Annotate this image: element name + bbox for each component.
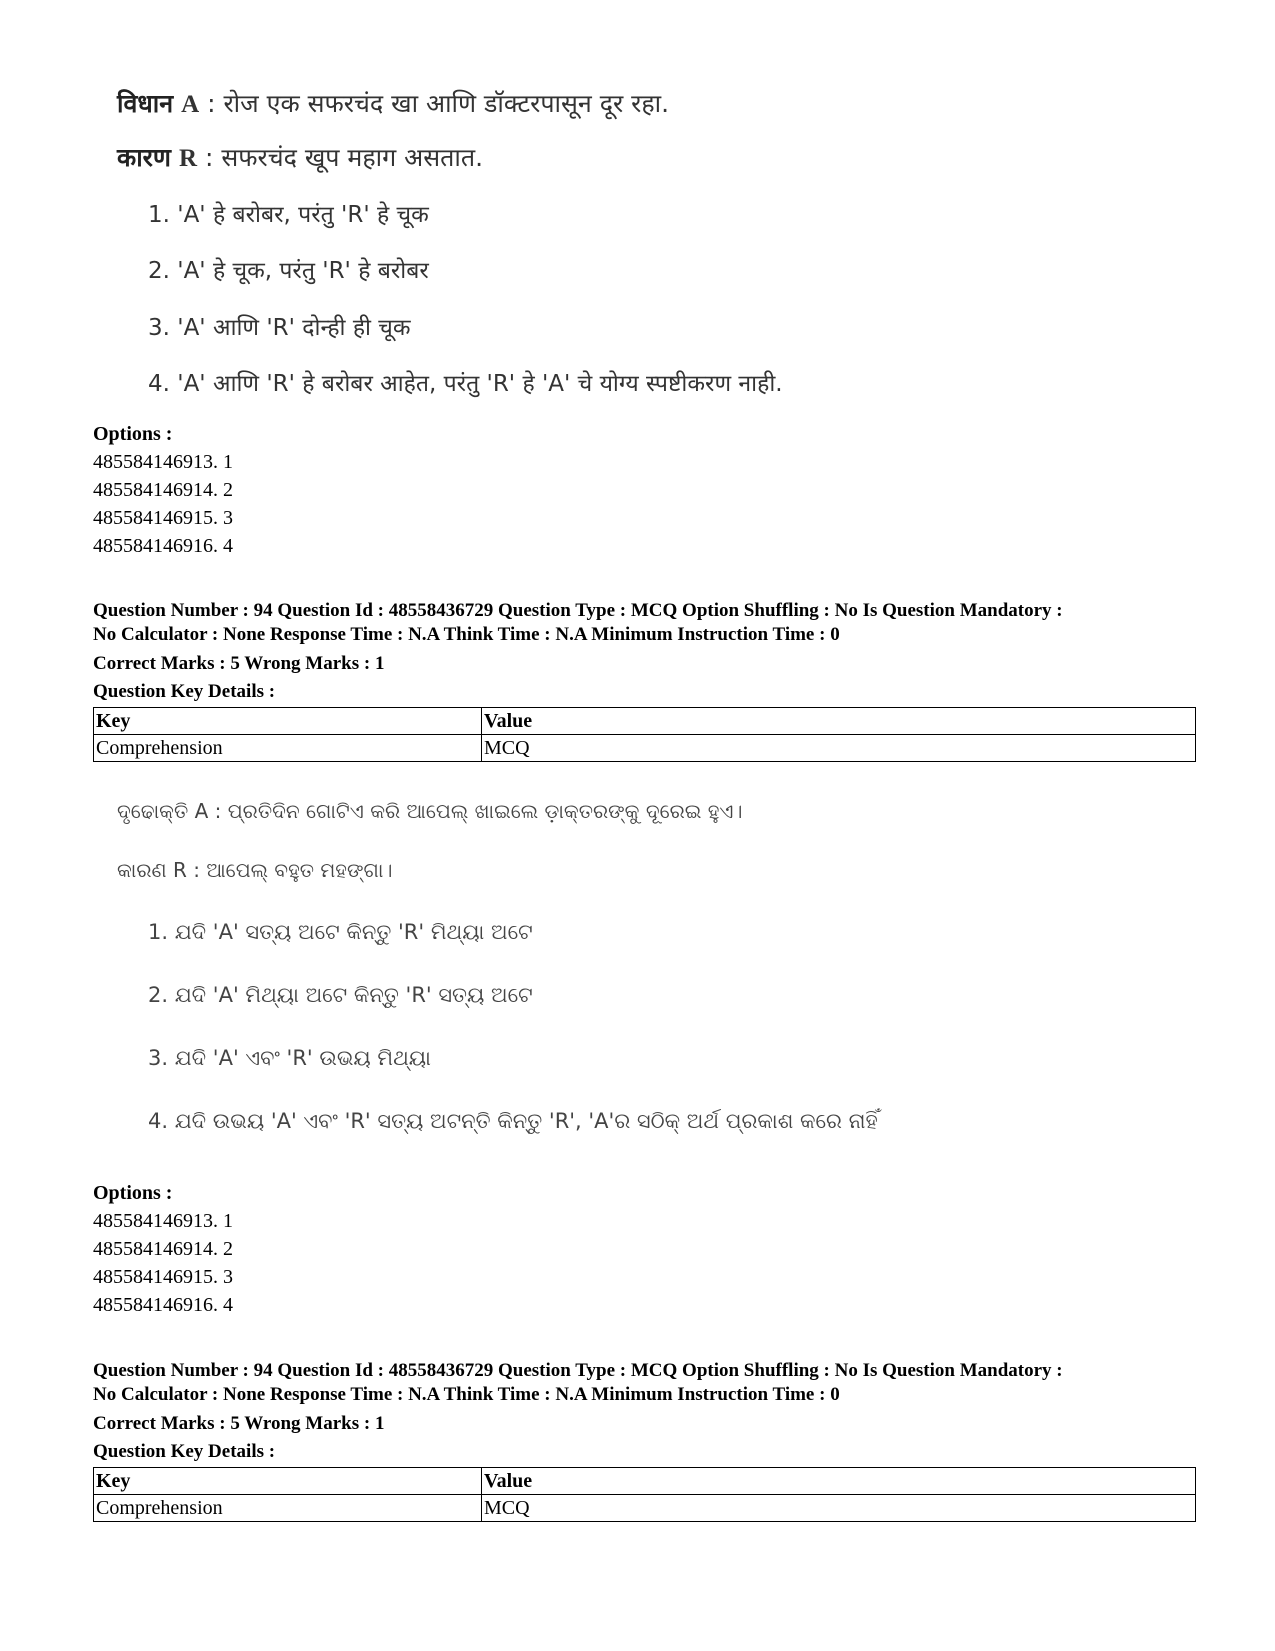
table-header-key: Key [94,708,482,735]
q1-option: 485584146913. 1 [93,451,233,473]
q1-choice: 1. 'A' हे बरोबर, परंतु 'R' हे चूक [148,202,429,228]
q2-option: 485584146913. 1 [93,1210,233,1232]
q2-statement: ଦୃଢୋକ୍ତି A : ପ୍ରତିଦିନ ଗୋଟିଏ କରି ଆପେଲ୍ ଖାଇଲେ ଡ଼ାକ୍ତରଙ୍କୁ ଦୂରେଇ ହୁଏ। [117,799,743,823]
q1-option: 485584146915. 3 [93,507,233,529]
table-row [94,1495,1196,1522]
q1-choice: 3. 'A' आणि 'R' दोन्ही ही चूक [148,315,411,341]
q-marks: Correct Marks : 5 Wrong Marks : 1 [93,1413,385,1434]
q2-option: 485584146915. 3 [93,1266,233,1288]
key-value-table [93,1467,1196,1522]
q1-choice: 2. 'A' हे चूक, परंतु 'R' हे बरोबर [148,258,429,284]
q2-choice: 3. ଯଦି 'A' ଏବଂ 'R' ଉଭୟ ମିଥ୍ୟା [148,1046,431,1070]
q1-choice: 4. 'A' आणि 'R' हे बरोबर आहेत, परंतु 'R' हे 'A' चे योग्य स्पष्टीकरण नाही. [148,371,783,397]
table-header-value: Value [482,708,1196,735]
table-cell-value: MCQ [482,735,1196,762]
q2-option: 485584146916. 4 [93,1294,233,1316]
q-key-details-label: Question Key Details : [93,681,276,702]
q2-choice: 1. ଯଦି 'A' ସତ୍ୟ ଅଟେ କିନ୍ତୁ 'R' ମିଥ୍ୟା ଅଟେ [148,920,533,944]
q1-reason-text: : सफरचंद खूप महाग असतात. [204,143,484,172]
q-meta-line: Question Number : 94 Question Id : 48558436729 Question Type : MCQ Option Shuffling : No Is Question Mandatory : [93,1360,1063,1381]
q2-choice: 4. ଯଦି ଉଭୟ 'A' ଏବଂ 'R' ସତ୍ୟ ଅଟନ୍ତି କିନ୍ତୁ 'R', 'A'ର ସଠିକ୍ ଅର୍ଥ ପ୍ରକାଶ କରେ ନାହିଁ [148,1109,878,1133]
q-meta-line: Question Number : 94 Question Id : 48558436729 Question Type : MCQ Option Shuffling : No Is Question Mandatory : [93,600,1063,621]
q1-statement-letter: A [181,91,200,118]
table-header-key: Key [94,1468,482,1495]
q2-choice: 2. ଯଦି 'A' ମିଥ୍ୟା ଅଟେ କିନ୍ତୁ 'R' ସତ୍ୟ ଅଟେ [148,983,533,1007]
table-header-value: Value [482,1468,1196,1495]
q1-options-label: Options : [93,423,173,445]
q2-reason: କାରଣ R : ଆପେଲ୍ ବହୁତ ମହଙ୍ଗା। [117,858,393,882]
q1-option: 485584146916. 4 [93,535,233,557]
q-meta-line: No Calculator : None Response Time : N.A Think Time : N.A Minimum Instruction Time : 0 [93,624,840,645]
table-cell-key: Comprehension [94,735,482,762]
table-header-row [94,1468,1196,1495]
q2-options-label: Options : [93,1182,173,1204]
table-cell-key: Comprehension [94,1495,482,1522]
q1-statement [117,86,669,120]
q-key-details-label: Question Key Details : [93,1441,276,1462]
q1-statement-text: : रोज एक सफरचंद खा आणि डॉक्टरपासून दूर रहा. [207,89,670,118]
q2-option: 485584146914. 2 [93,1238,233,1260]
q1-reason-letter: R [178,145,197,172]
key-value-table [93,707,1196,762]
table-row [94,735,1196,762]
q1-statement-label: विधान [117,89,174,118]
q1-reason [117,140,483,174]
q-meta-line: No Calculator : None Response Time : N.A Think Time : N.A Minimum Instruction Time : 0 [93,1384,840,1405]
table-header-row [94,708,1196,735]
q1-option: 485584146914. 2 [93,479,233,501]
table-cell-value: MCQ [482,1495,1196,1522]
q-marks: Correct Marks : 5 Wrong Marks : 1 [93,653,385,674]
q1-reason-label: कारण [117,143,171,172]
